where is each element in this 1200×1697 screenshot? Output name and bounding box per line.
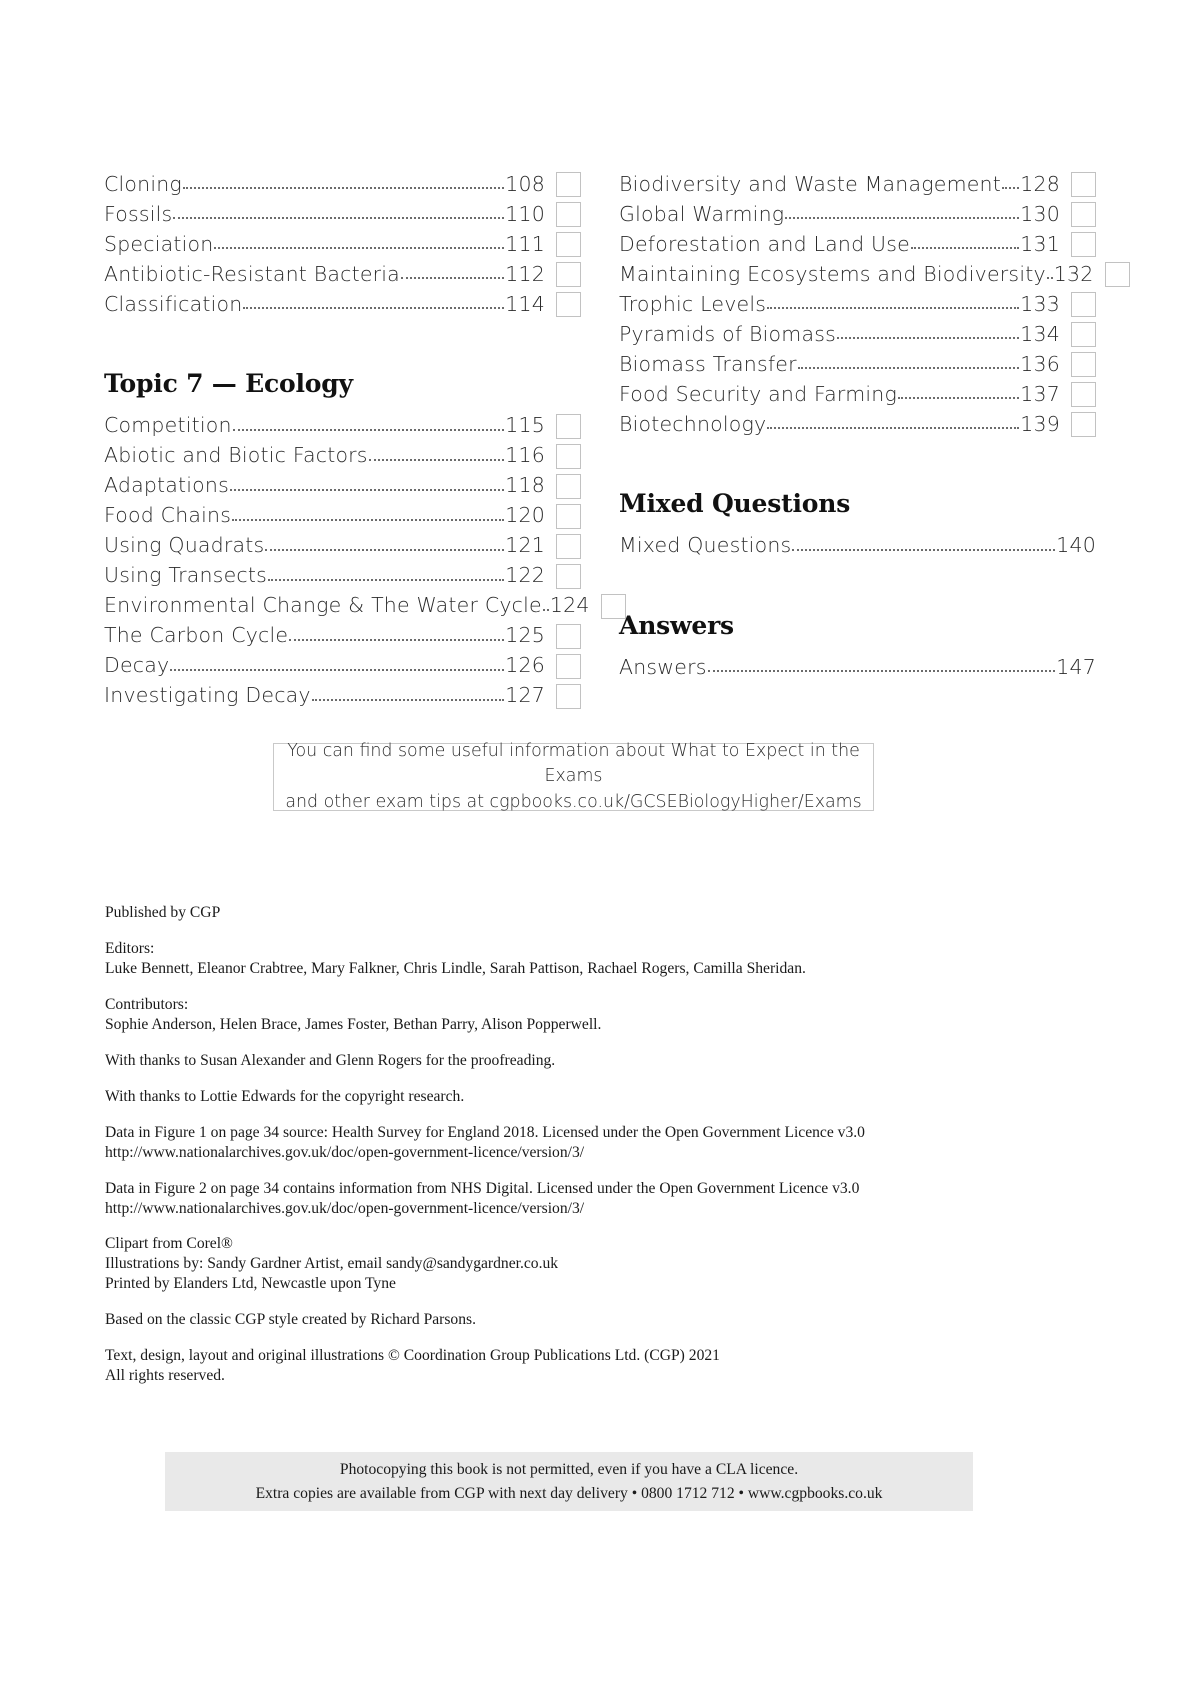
toc-entry-title: Competition <box>104 413 232 437</box>
dot-leader <box>173 217 504 219</box>
toc-section-heading-answers: Answers <box>619 610 734 640</box>
editors-names: Luke Bennett, Eleanor Crabtree, Mary Falkner, Chris Lindle, Sarah Pattison, Rachael Rogers, Camilla Sheridan. <box>105 959 806 977</box>
thanks-copyright: With thanks to Lottie Edwards for the copyright research. <box>105 1087 465 1105</box>
toc-entry-page: 134 <box>1020 321 1060 346</box>
toc-entry-title: Adaptations <box>104 473 229 497</box>
dot-leader <box>837 337 1019 339</box>
dot-leader <box>230 489 504 491</box>
toc-entry[interactable] <box>104 590 590 620</box>
spacer <box>104 398 581 410</box>
dot-leader <box>289 639 504 641</box>
toc-entry-page: 116 <box>505 443 545 467</box>
dot-leader <box>767 307 1019 309</box>
dot-leader <box>785 217 1019 219</box>
dot-leader <box>792 549 1055 551</box>
toc-checkbox[interactable] <box>556 172 581 197</box>
toc-entry-page: 136 <box>1020 351 1060 376</box>
toc-entry-page: 133 <box>1020 291 1060 316</box>
dot-leader <box>401 277 504 279</box>
toc-checkbox[interactable] <box>556 444 581 469</box>
toc-entry-page: 122 <box>505 563 545 587</box>
spacer <box>104 318 581 370</box>
publisher-credits <box>105 903 1005 1402</box>
toc-entry[interactable] <box>619 288 1096 318</box>
toc-entry-page: 132 <box>1053 261 1094 286</box>
toc-left-ecology-list <box>104 410 590 710</box>
copyright-line-1: Text, design, layout and original illustrations © Coordination Group Publications Ltd. (CGP) 2021 <box>105 1347 720 1365</box>
toc-entry-title: Biomass Transfer <box>619 351 797 376</box>
footer-line-2: Extra copies are available from CGP with next day delivery • 0800 1712 712 • www.cgpbooks.co.uk <box>255 1484 883 1502</box>
dot-leader <box>1047 277 1053 279</box>
toc-entry[interactable] <box>104 500 581 530</box>
toc-entry-page: 124 <box>549 593 590 617</box>
toc-entry-page: 120 <box>505 503 545 527</box>
toc-checkbox[interactable] <box>1071 202 1096 227</box>
toc-checkbox[interactable] <box>556 534 581 559</box>
toc-entry-page: 139 <box>1020 411 1060 436</box>
toc-entry-page: 131 <box>1020 231 1060 256</box>
toc-entry[interactable] <box>104 440 581 470</box>
toc-entry-page: 112 <box>505 261 545 286</box>
toc-entry-page: 115 <box>505 413 545 437</box>
footer-notice-bar <box>165 1452 973 1511</box>
toc-entry-title: Cloning <box>104 171 182 196</box>
dot-leader <box>543 609 549 611</box>
toc-entry-title: Using Quadrats <box>104 533 265 557</box>
toc-entry-page: 114 <box>505 291 545 316</box>
dot-leader <box>898 397 1019 399</box>
toc-entry-page: 110 <box>505 201 545 226</box>
toc-entry-page: 118 <box>505 473 545 497</box>
dot-leader <box>183 187 504 189</box>
toc-checkbox[interactable] <box>556 414 581 439</box>
published-by: Published by CGP <box>105 904 221 921</box>
toc-entry-title: Trophic Levels <box>619 291 767 316</box>
dot-leader <box>369 459 505 461</box>
toc-entry-page: 127 <box>505 683 545 707</box>
dot-leader <box>911 247 1019 249</box>
toc-right-top-list <box>619 168 1096 438</box>
toc-entry-title: Food Chains <box>104 503 232 527</box>
toc-entry[interactable] <box>104 530 581 560</box>
toc-checkbox[interactable] <box>556 684 581 709</box>
toc-right-mixed-list <box>619 530 1096 560</box>
dot-leader <box>214 247 504 249</box>
toc-entry-page: 130 <box>1020 201 1060 226</box>
toc-entry[interactable] <box>104 650 581 680</box>
toc-entry[interactable] <box>619 198 1096 228</box>
table-of-contents <box>104 168 1096 710</box>
dot-leader <box>767 427 1019 429</box>
toc-checkbox[interactable] <box>556 624 581 649</box>
toc-entry-page: 121 <box>505 533 545 557</box>
clipart-credit: Clipart from Corel® <box>105 1235 233 1253</box>
toc-entry-title: Mixed Questions <box>619 533 792 557</box>
exam-info-line-2: and other exam tips at cgpbooks.co.uk/GCSEBiologyHigher/Exams <box>285 791 862 812</box>
toc-checkbox[interactable] <box>1071 382 1096 407</box>
footer-line-1: Photocopying this book is not permitted, even if you have a CLA licence. <box>339 1461 799 1479</box>
toc-entry-title: Deforestation and Land Use <box>619 231 910 256</box>
toc-section-heading-ecology: Topic 7 — Ecology <box>104 369 353 398</box>
dot-leader <box>243 307 504 309</box>
toc-checkbox[interactable] <box>556 232 581 257</box>
toc-entry[interactable] <box>104 288 581 318</box>
toc-entry-page: 128 <box>1020 171 1060 196</box>
toc-entry[interactable] <box>104 198 581 228</box>
figure1-licence-url: http://www.nationalarchives.gov.uk/doc/open-government-licence/version/3/ <box>105 1143 585 1161</box>
dot-leader <box>268 579 504 581</box>
toc-entry-title: Pyramids of Biomass <box>619 321 836 346</box>
illustrations-credit: Illustrations by: Sandy Gardner Artist, email sandy@sandygardner.co.uk <box>105 1255 559 1273</box>
toc-entry-page: 140 <box>1056 533 1096 557</box>
toc-checkbox[interactable] <box>556 654 581 679</box>
figure2-licence-url: http://www.nationalarchives.gov.uk/doc/open-government-licence/version/3/ <box>105 1199 585 1217</box>
spacer <box>619 438 1096 490</box>
toc-entry-title: Answers <box>619 654 707 679</box>
toc-entry[interactable] <box>104 258 581 288</box>
contributors-names: Sophie Anderson, Helen Brace, James Foster, Bethan Parry, Alison Popperwell. <box>105 1015 602 1033</box>
toc-right-column <box>619 168 1096 710</box>
toc-entry-title: Abiotic and Biotic Factors <box>104 443 368 467</box>
toc-checkbox[interactable] <box>1071 412 1096 437</box>
toc-entry[interactable] <box>104 168 581 198</box>
toc-entry[interactable] <box>619 408 1096 438</box>
toc-entry[interactable] <box>619 651 1096 681</box>
toc-entry[interactable] <box>104 410 581 440</box>
toc-entry[interactable] <box>104 560 581 590</box>
toc-entry-page: 111 <box>505 231 545 256</box>
toc-entry-page: 147 <box>1056 654 1096 679</box>
dot-leader <box>233 429 505 431</box>
classic-style-credit: Based on the classic CGP style created by Richard Parsons. <box>105 1311 476 1329</box>
toc-entry-title: Maintaining Ecosystems and Biodiversity <box>619 261 1046 286</box>
toc-entry[interactable] <box>619 530 1096 560</box>
toc-left-top-list <box>104 168 581 318</box>
toc-entry[interactable] <box>619 378 1096 408</box>
contributors-label: Contributors: <box>105 995 189 1013</box>
dot-leader <box>798 367 1020 369</box>
toc-entry-title: Investigating Decay <box>104 683 311 707</box>
toc-checkbox[interactable] <box>1071 322 1096 347</box>
toc-entry-title: Decay <box>104 653 170 677</box>
toc-entry-page: 108 <box>505 171 545 196</box>
toc-left-column <box>104 168 590 710</box>
toc-checkbox[interactable] <box>1071 172 1096 197</box>
toc-checkbox[interactable] <box>556 262 581 287</box>
toc-entry-title: Biotechnology <box>619 411 767 436</box>
dot-leader <box>1002 187 1019 189</box>
toc-entry[interactable] <box>104 470 581 500</box>
toc-entry[interactable] <box>619 318 1096 348</box>
copyright-line-2: All rights reserved. <box>105 1367 225 1385</box>
toc-entry[interactable] <box>619 348 1096 378</box>
exam-info-line-1: You can find some useful information about What to Expect in the Exams <box>287 741 860 787</box>
toc-entry-title: Classification <box>104 291 243 316</box>
toc-entry-title: Fossils <box>104 201 173 226</box>
toc-right-answers-list <box>619 651 1096 681</box>
toc-entry-title: Using Transects <box>104 563 267 587</box>
dot-leader <box>232 519 504 521</box>
toc-entry[interactable] <box>619 258 1096 288</box>
spacer <box>619 560 1096 612</box>
toc-checkbox[interactable] <box>556 504 581 529</box>
toc-entry-title: Environmental Change & The Water Cycle <box>104 593 542 617</box>
exam-info-box <box>273 743 874 811</box>
dot-leader <box>265 549 504 551</box>
dot-leader <box>708 670 1056 672</box>
toc-entry-page: 125 <box>505 623 545 647</box>
toc-entry-title: Global Warming <box>619 201 785 226</box>
toc-entry-title: Antibiotic-Resistant Bacteria <box>104 261 400 286</box>
toc-checkbox[interactable] <box>556 292 581 317</box>
spacer <box>619 518 1096 530</box>
toc-checkbox[interactable] <box>1071 232 1096 257</box>
toc-entry-title: Biodiversity and Waste Management <box>619 171 1001 196</box>
dot-leader <box>312 699 504 701</box>
toc-checkbox[interactable] <box>1071 352 1096 377</box>
toc-entry-title: The Carbon Cycle <box>104 623 289 647</box>
toc-entry-page: 126 <box>505 653 545 677</box>
toc-checkbox[interactable] <box>556 202 581 227</box>
toc-checkbox[interactable] <box>556 474 581 499</box>
toc-checkbox[interactable] <box>1105 262 1130 287</box>
toc-checkbox[interactable] <box>1071 292 1096 317</box>
dot-leader <box>170 669 504 671</box>
toc-entry[interactable] <box>104 228 581 258</box>
toc-section-heading-mixed-questions: Mixed Questions <box>619 489 851 518</box>
thanks-proofreading: With thanks to Susan Alexander and Glenn Rogers for the proofreading. <box>105 1051 556 1069</box>
toc-checkbox[interactable] <box>556 564 581 589</box>
figure1-source: Data in Figure 1 on page 34 source: Health Survey for England 2018. Licensed under the Open Government Licence v3.0 <box>105 1123 865 1141</box>
toc-entry-page: 137 <box>1020 381 1060 406</box>
editors-label: Editors: <box>105 939 155 957</box>
printed-by: Printed by Elanders Ltd, Newcastle upon Tyne <box>105 1275 396 1293</box>
toc-entry-title: Speciation <box>104 231 214 256</box>
figure2-source: Data in Figure 2 on page 34 contains information from NHS Digital. Licensed under the Open Government Licence v3.0 <box>105 1179 860 1197</box>
toc-entry[interactable] <box>619 228 1096 258</box>
toc-entry[interactable] <box>104 620 581 650</box>
toc-entry[interactable] <box>104 680 581 710</box>
toc-entry[interactable] <box>619 168 1096 198</box>
spacer <box>619 639 1096 651</box>
toc-entry-title: Food Security and Farming <box>619 381 897 406</box>
